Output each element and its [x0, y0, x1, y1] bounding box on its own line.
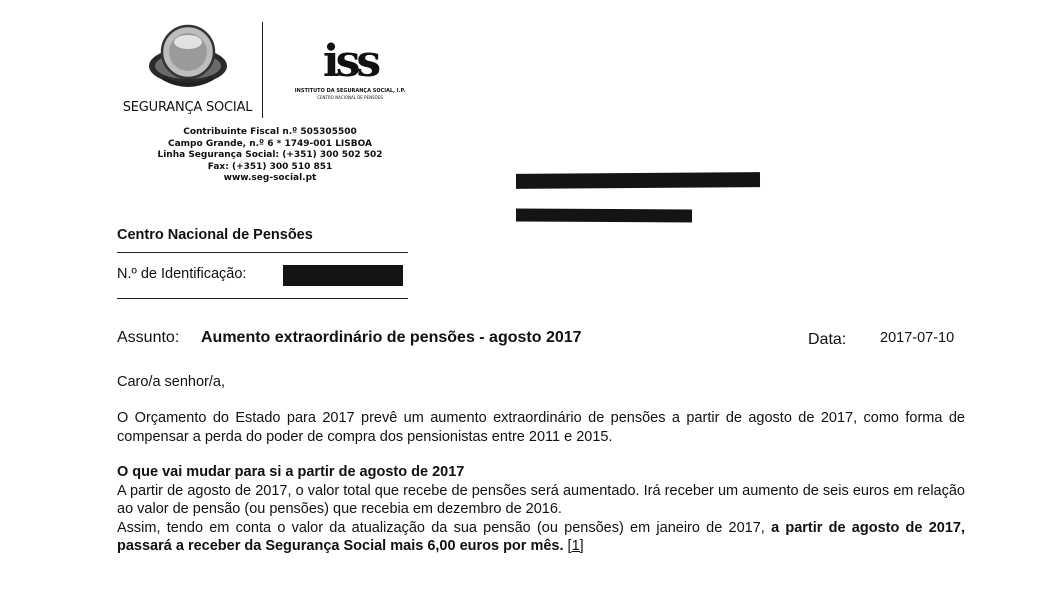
- office-title: Centro Nacional de Pensões: [117, 227, 313, 243]
- iss-mark-icon: iss: [322, 36, 378, 87]
- contact-nif: Contribuinte Fiscal n.º 505305500: [183, 127, 357, 137]
- office-title-rule: [117, 252, 408, 253]
- identification-rule: [117, 298, 408, 299]
- summary-paragraph-bold: a partir de agosto de 2017, passará a receber da Segurança Social mais 6,00 euros por mês.: [117, 519, 965, 554]
- date-value: 2017-07-10: [880, 330, 955, 346]
- redacted-recipient-name: [516, 172, 760, 189]
- summary-paragraph: [117, 519, 965, 556]
- identification-label: N.º de Identificação:: [117, 266, 247, 282]
- contact-fax: Fax: (+351) 300 510 851: [207, 161, 333, 172]
- subject-text: Aumento extraordinário de pensões - agosto 2017: [201, 329, 582, 346]
- logo-divider: [262, 22, 263, 118]
- seguranca-social-emblem-icon: [147, 22, 229, 98]
- iss-logo: [290, 36, 410, 100]
- intro-paragraph-text: O Orçamento do Estado para 2017 prevê um aumento extraordinário de pensões a partir de agosto de 2017, como forma de compensar a perda do poder de compra dos pensionistas entre 2011 e 2015.: [117, 410, 965, 445]
- changes-section: [117, 463, 965, 556]
- redacted-identification-number: [283, 265, 403, 286]
- contact-website: www.seg-social.pt: [223, 173, 317, 183]
- iss-center-name: CENTRO NACIONAL DE PENSÕES: [317, 95, 383, 100]
- summary-paragraph-start: Assim, tendo em conta o valor da atualização da sua pensão (ou pensões) em janeiro de 2017,: [117, 519, 772, 536]
- intro-paragraph: [117, 409, 965, 446]
- section-heading: O que vai mudar para si a partir de agosto de 2017: [117, 464, 465, 480]
- contact-block: [150, 127, 390, 185]
- seguranca-social-name: SEGURANÇA SOCIAL: [122, 100, 253, 115]
- footnote-link[interactable]: [1]: [567, 538, 584, 554]
- subject-label: Assunto:: [117, 329, 180, 346]
- increase-paragraph: A partir de agosto de 2017, o valor total que recebe de pensões será aumentado. Irá receber um aumento de seis euros em relação ao valor de pensão (ou pensões) que recebia em dezembro de 2016.: [117, 482, 965, 517]
- redacted-recipient-address: [516, 209, 692, 223]
- contact-address: Campo Grande, n.º 6 * 1749-001 LISBOA: [168, 138, 372, 149]
- greeting: Caro/a senhor/a,: [117, 374, 226, 390]
- iss-institute-name: INSTITUTO DA SEGURANÇA SOCIAL, I.P.: [294, 88, 406, 94]
- seguranca-social-logo: [120, 22, 255, 115]
- date-label: Data:: [808, 331, 847, 348]
- contact-phone: Linha Segurança Social: (+351) 300 502 502: [157, 150, 383, 160]
